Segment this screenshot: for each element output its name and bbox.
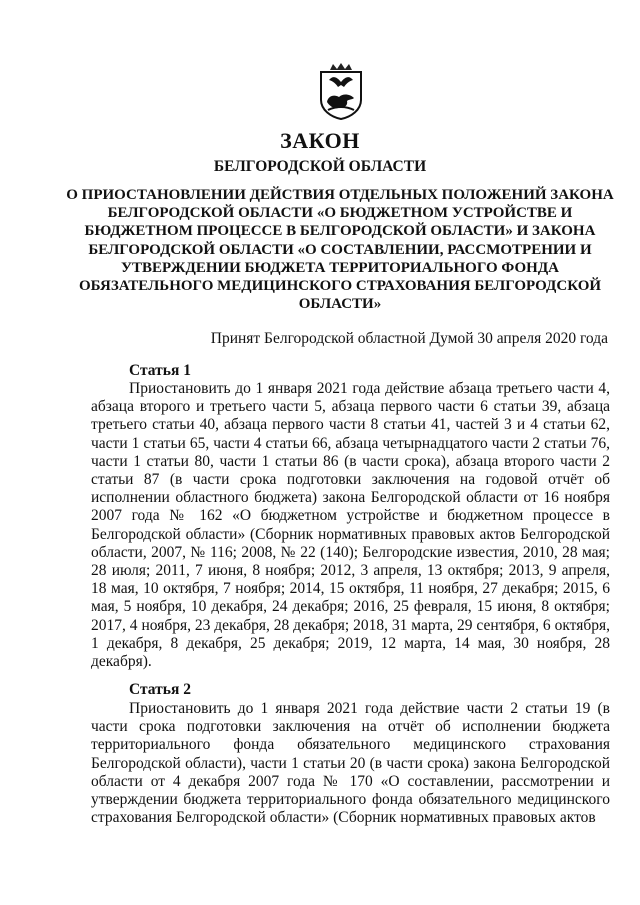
shield-shape [321, 72, 361, 119]
article-1-title: Статья 1 [129, 362, 191, 379]
law-heading: О ПРИОСТАНОВЛЕНИИ ДЕЙСТВИЯ ОТДЕЛЬНЫХ ПОЛОЖЕНИЙ ЗАКОНА БЕЛГОРОДСКОЙ ОБЛАСТИ «О БЮДЖЕТНОМ УСТРОЙСТВЕ И БЮДЖЕТНОМ ПРОЦЕССЕ В БЕЛГОРОДСКОЙ ОБЛАСТИ» И ЗАКОНА БЕЛГОРОДСКОЙ ОБЛАСТИ «О СОСТАВЛЕНИИ, РАССМОТРЕНИИ И УТВЕРЖДЕНИИ БЮДЖЕТА ТЕРРИТОРИАЛЬНОГО ФОНДА ОБЯЗАТЕЛЬНОГО МЕДИЦИНСКОГО СТРАХОВАНИЯ БЕЛГОРОДСКОЙ ОБЛАСТИ» [66, 187, 614, 313]
article-1-text: Приостановить до 1 января 2021 года действие абзаца третьего части 4, абзаца второго и третьего части 5, абзаца первого части 6 статьи 39, абзаца третьего статьи 40, абзаца первого части 8 статьи 41, частей 3 и 4 статьи 62, части 1 статьи 65, части 4 статьи 66, абзаца четырнадцатого части 2 статьи 76, части 1 статьи 80, части 1 статьи 86 (в части срока), абзаца второго части 2 статьи 87 (в части срока подготовки заключения на годовой отчёт об исполнении областного бюджета) закона Белгородской области от 16 ноября 2007 года № 162 «О бюджетном устройстве и бюджетном процессе в Белгородской области» (Сборник нормативных правовых актов Белгородской области, 2007, № 116; 2008, № 22 (140); Белгородские известия, 2010, 28 мая; 28 июля; 2011, 7 июня, 8 ноября; 2012, 3 апреля, 13 октября; 2013, 9 апреля, 18 мая, 10 октября, 7 ноября; 2014, 15 октября, 11 ноября, 27 декабря; 2015, 6 мая, 5 ноября, 10 декабря, 24 декабря; 2016, 25 февраля, 15 июня, 8 октября; 2017, 4 ноября, 23 декабря, 28 декабря; 2018, 31 марта, 29 сентября, 6 октября, 1 декабря, 8 декабря, 25 декабря; 2019, 12 марта, 14 мая, 30 ноября, 28 декабря). [91, 380, 610, 671]
region-title: БЕЛГОРОДСКОЙ ОБЛАСТИ [213, 158, 427, 175]
article-2-title: Статья 2 [129, 681, 191, 698]
law-title: ЗАКОН [280, 128, 360, 153]
coat-of-arms-graphic [318, 62, 364, 120]
coat-of-arms-icon [318, 62, 364, 120]
adoption-note: Принят Белгородской областной Думой 30 апреля 2020 года [210, 330, 608, 347]
crown-shape [330, 63, 352, 70]
article-2-text: Приостановить до 1 января 2021 года действие части 2 статьи 19 (в части срока подготовки заключения на отчёт об исполнении бюджета территориального фонда обязательного медицинского страхования Белгородской области), части 1 статьи 20 (в части срока) закона Белгородской области от 4 декабря 2007 года № 170 «О составлении, рассмотрении и утверждении бюджета территориального фонда обязательного медицинского страхования Белгородской области» (Сборник нормативных правовых актов [91, 700, 610, 827]
